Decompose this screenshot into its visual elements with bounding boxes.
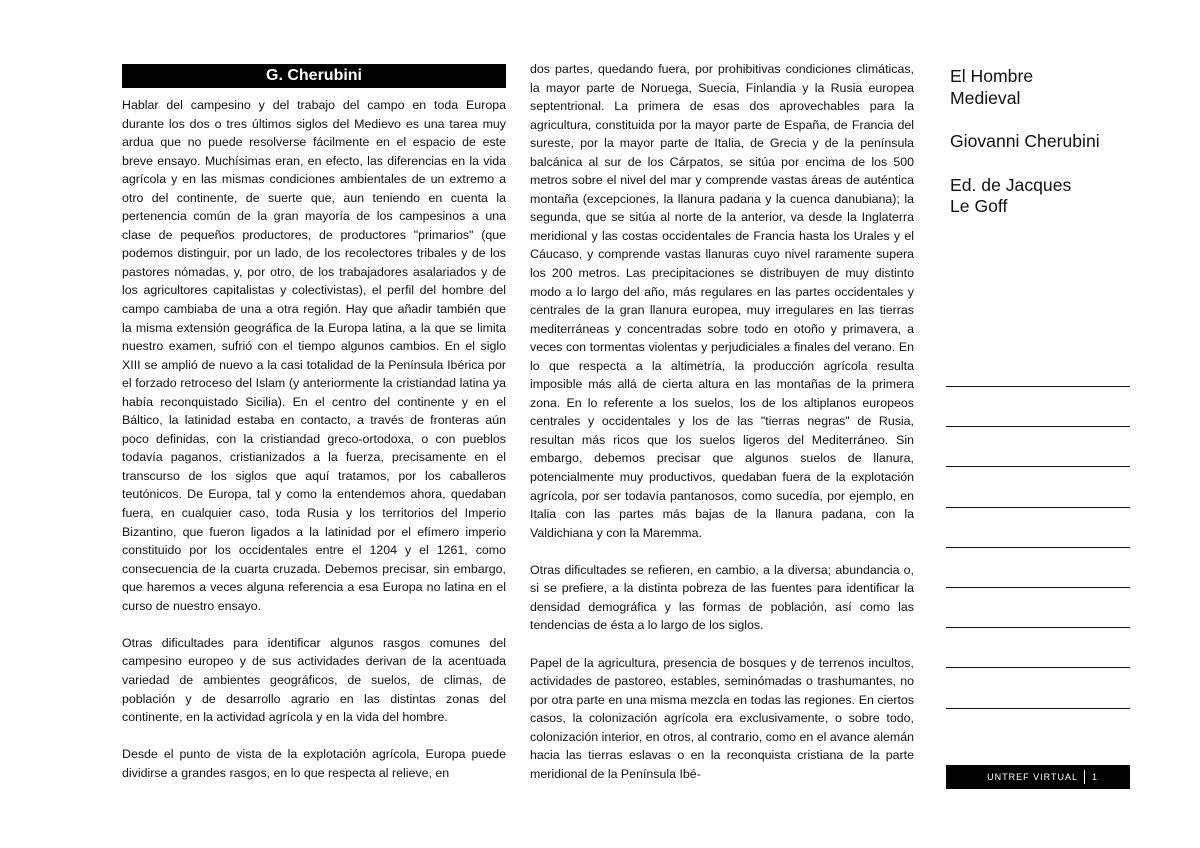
note-rule <box>946 667 1130 668</box>
note-rule <box>946 547 1130 548</box>
chapter-heading: G. Cherubini <box>122 64 506 88</box>
sidebar <box>950 66 1130 240</box>
editor-line-2: Le Goff <box>950 196 1008 216</box>
book-title <box>950 66 1130 109</box>
footer-separator <box>1084 770 1085 784</box>
note-rule <box>946 426 1130 427</box>
page-number: 1 <box>1091 772 1098 782</box>
left-paragraph-2: Otras dificultades para identificar algunos rasgos comunes del campesino europeo y de sus actividades derivan de la acentuada variedad de ambientes geográficos, de suelos, de climas, de población y de desarrollo agrario en las distintas zonas del continente, en la actividad agrícola y en la vida del hombre. <box>122 635 506 725</box>
note-rule <box>946 587 1130 588</box>
middle-paragraph-2: Otras dificultades se refieren, en cambio, a la diversa; abundancia o, si se prefiere, a la distinta pobreza de las fuentes para identificar la densidad demográfica y las formas de población, así como las tendencias de ésta a lo largo de los siglos. <box>530 562 914 633</box>
middle-paragraph-3: Papel de la agricultura, presencia de bosques y de terrenos incultos, actividades de pastoreo, estables, seminómadas o trashumantes, no por otra parte en una misma mezcla en todas las regiones. En ciertos casos, la colonización agrícola era exclusivamente, o sobre todo, colonización interior, en otros, al contrario, como en el avance alemán hacia las tierras eslavas o en la reconquista cristiana de la parte meridional de la Península Ibé- <box>530 655 914 781</box>
note-rule <box>946 507 1130 508</box>
left-paragraph-3: Desde el punto de vista de la explotación agrícola, Europa puede dividirse a grandes rasgos, en lo que respecta al relieve, en <box>122 747 506 780</box>
note-rule <box>946 708 1130 709</box>
middle-paragraph-1: dos partes, quedando fuera, por prohibitivas condiciones climáticas, la mayor parte de Noruega, Suecia, Finlandia y la Rusia europea septentrional. La primera de esas dos aprovechables para la agricultura, constituida por la mayor parte de España, de Francia del sureste, por la mayor parte de Italia, de Grecia y de la península balcánica al sur de los Cárpatos, se sitúa por encima de los 500 metros sobre el nivel del mar y comprende vastas áreas de auténtica montaña (excepciones, la llanura padana y la cuenca danubiana); la segunda, que se sitúa al norte de la anterior, va desde la Inglaterra meridional y las costas occidentales de Francia hasta los Urales y el Cáucaso, y comprende vastas llanuras cuyo nivel raramente supera los 200 metros. Las precipitaciones se distribuyen de muy distinto modo a lo largo del año, más regulares en las partes occidentales y centrales de la gran llanura europea, muy irregulares en las tierras mediterráneas y concentradas sobre todo en otoño y primavera, a veces con tormentas violentas y perjudiciales a finales del verano. En lo que respecta a la altimetría, la producción agrícola resulta imposible más allá de cierta altura en las montañas de la primera zona. En lo referente a los suelos, los de los altiplanos europeos centrales y occidentales y los de las "tierras negras" de Rusia, resultan más ricos que los suelos ligeros del Mediterráneo. Sin embargo, debemos precisar que algunos suelos de llanura, potencialmente muy productivos, quedaban fuera de la explotación agrícola, por ser todavía pantanosos, como sucedía, por ejemplo, en Italia con las partes más bajas de la llanura padana, con la Valdichiana y con la Maremma. <box>530 62 914 540</box>
footer-label: UNTREF VIRTUAL <box>987 772 1078 782</box>
footer-bar <box>946 765 1130 789</box>
note-rules <box>946 386 1130 748</box>
book-title-line-2: Medieval <box>950 87 1021 108</box>
editor <box>950 175 1130 218</box>
author <box>950 131 1130 153</box>
note-rule <box>946 466 1130 467</box>
note-rule <box>946 627 1130 628</box>
left-paragraph-1: Hablar del campesino y del trabajo del campo en toda Europa durante los dos o tres últimos siglos del Medievo es una tarea muy ardua que no puede resolverse fácilmente en el espacio de este breve ensayo. Muchísimas eran, en efecto, las diferencias en la vida agrícola y en las mismas condiciones ambientales de un extremo a otro del continente, de suerte que, aun teniendo en cuenta la pertenencia común de la gran mayoría de los campesinos a una clase de pequeños productores, de productores "primarios" (que podemos distinguir, por un lado, de los recolectores tribales y de los pastores nómadas, y, por otro, de los trabajadores asalariados y de los agricultores capitalistas y colectivistas), el perfil del hombre del campo cambiaba de una a otra región. Hay que añadir también que la misma extensión geográfica de la Europa latina, a la que se limita nuestro examen, sufrió con el tiempo algunos cambios. En el siglo XIII se amplió de nuevo a la casi totalidad de la Península Ibérica por el forzado retroceso del Islam (y anteriormente la cristiandad latina ya había reconquistado Sicilia). En el centro del continente y en el Báltico, la latinidad estaba en contacto, a través de fronteras aún poco definidas, con la cristiandad greco-ortodoxa, o con pueblos todavía paganos, cristianizados a la fuerza, precisamente en el transcurso de los siglos que aquí tratamos, por los caballeros teutónicos. De Europa, tal y como la entendemos ahora, quedaban fuera, en cualquier caso, toda Rusia y los territorios del Imperio Bizantino, que fueron ligados a la latinidad por el efímero imperio constituido por los occidentales entre el 1204 y el 1261, como consecuencia de la cuarta cruzada. Debemos precisar, sin embargo, que haremos a veces alguna referencia a esa Europa no latina en el curso de nuestro ensayo. <box>122 98 506 613</box>
left-column <box>122 64 506 801</box>
editor-line-1: Ed. de Jacques <box>950 174 1072 195</box>
middle-column <box>530 60 914 802</box>
book-title-line-1: El Hombre <box>950 66 1034 86</box>
note-rule <box>946 386 1130 387</box>
author-name: Giovanni Cherubini <box>950 131 1100 151</box>
